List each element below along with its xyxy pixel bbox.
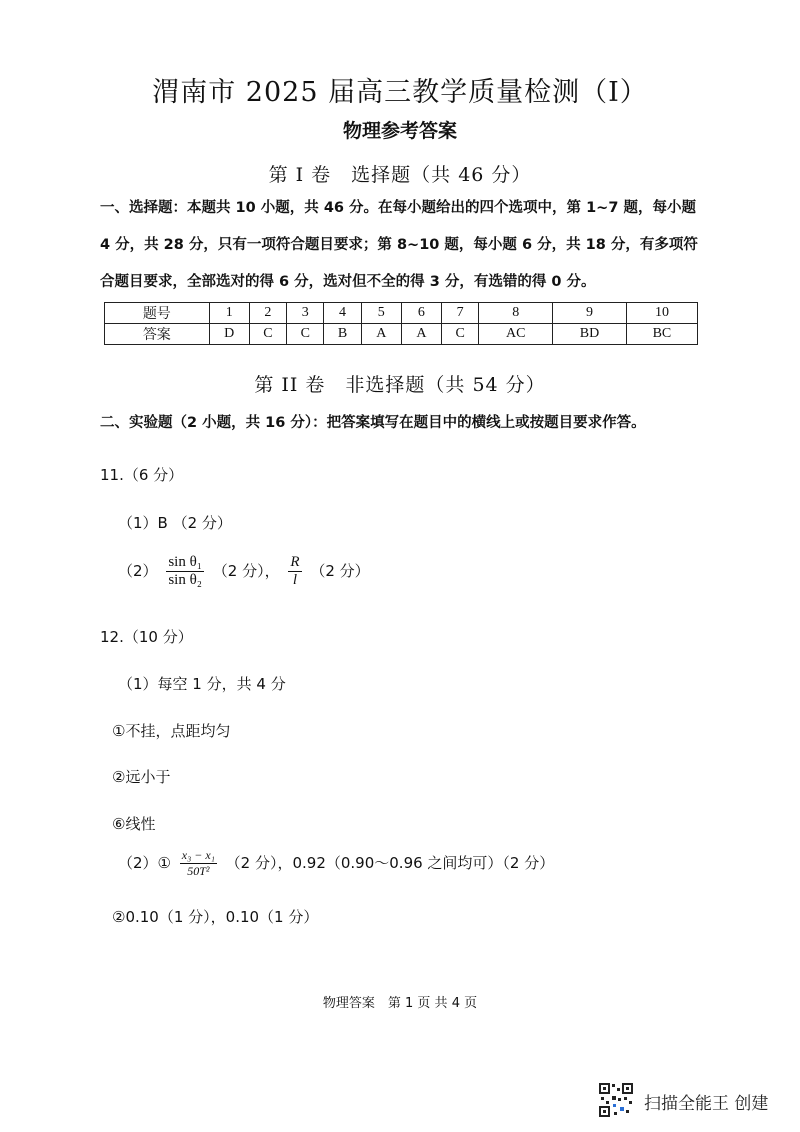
fraction-r-over-l [288, 554, 301, 589]
qr-code-icon [598, 1082, 634, 1118]
table-cell: 3 [287, 303, 324, 324]
table-cell: A [361, 324, 401, 345]
table-cell: B [324, 324, 361, 345]
q11-title: 11.（6 分） [100, 466, 184, 484]
q11-answer-1: （1）B （2 分） [118, 514, 232, 532]
table-cell: BD [553, 324, 627, 345]
fraction-sin-ratio [166, 554, 204, 589]
table-cell: C [249, 324, 286, 345]
table-cell: C [441, 324, 478, 345]
fraction-acceleration [180, 848, 217, 879]
fraction-numerator: x₃ − x₁ [181, 848, 215, 862]
q12-answer-2 [118, 848, 554, 879]
table-cell-label: 答案 [105, 324, 210, 345]
table-cell: 2 [249, 303, 286, 324]
fraction-numerator: R [290, 554, 300, 570]
table-cell: 8 [479, 303, 553, 324]
fraction-denominator: l [292, 572, 298, 588]
part2-heading: 第 II 卷 非选择题（共 54 分） [254, 374, 546, 396]
part1-instructions: 一、选择题：本题共 10 小题，共 46 分。在每小题给出的四个选项中，第 1~7 题，每小题 4 分，共 28 分，只有一项符合题目要求；第 8~10 题，每小题 6 分，共 18 分，有多项符合题目要求，全部选对的得 6 分，选对但不全的得 3 分，有选错的得 0 分。 [100, 200, 698, 290]
q12-a2-suffix: （2 分），0.92（0.90～0.96 之间均可）（2 分） [225, 854, 555, 872]
table-cell: D [209, 324, 249, 345]
table-cell: 5 [361, 303, 401, 324]
q12-answer-3: ②0.10（1 分），0.10（1 分） [112, 908, 319, 926]
q12-item-1: ①不挂，点距均匀 [112, 722, 231, 740]
page-footer: 物理答案 第 1 页 共 4 页 [322, 996, 478, 1011]
part1-heading: 第 I 卷 选择题（共 46 分） [268, 164, 532, 186]
table-cell: 10 [626, 303, 697, 324]
table-cell: 7 [441, 303, 478, 324]
table-cell: A [401, 324, 441, 345]
fraction-numerator: sin θ₁ [168, 554, 202, 570]
scanner-brand: 扫描全能王 创建 [644, 1094, 769, 1114]
table-cell: BC [626, 324, 697, 345]
table-cell: AC [479, 324, 553, 345]
table-row-answers [105, 324, 698, 345]
q12-a2-prefix: （2）① [118, 854, 171, 872]
q11-a2-mid: （2 分）， [212, 562, 280, 580]
table-cell: 4 [324, 303, 361, 324]
table-row-numbers [105, 303, 698, 324]
part2-instructions: 二、实验题（2 小题，共 16 分）：把答案填写在题目中的横线上或按题目要求作答。 [100, 415, 646, 431]
q12-answer-1: （1）每空 1 分，共 4 分 [118, 675, 286, 693]
fraction-denominator: 50T² [187, 864, 210, 878]
table-cell: 9 [553, 303, 627, 324]
q11-a2-prefix: （2） [118, 562, 158, 580]
table-cell-label: 题号 [105, 303, 210, 324]
table-cell: C [287, 324, 324, 345]
fraction-denominator: sin θ₂ [168, 572, 202, 588]
q12-title: 12.（10 分） [100, 628, 193, 646]
page-subtitle: 物理参考答案 [342, 120, 457, 142]
q12-item-2: ②远小于 [112, 768, 171, 786]
q12-item-3: ⑥线性 [112, 815, 156, 833]
answer-table [104, 302, 698, 345]
table-cell: 1 [209, 303, 249, 324]
page-title: 渭南市 2025 届高三教学质量检测（I） [152, 77, 648, 108]
q11-answer-2 [118, 554, 370, 589]
q11-a2-suffix: （2 分） [310, 562, 370, 580]
table-cell: 6 [401, 303, 441, 324]
